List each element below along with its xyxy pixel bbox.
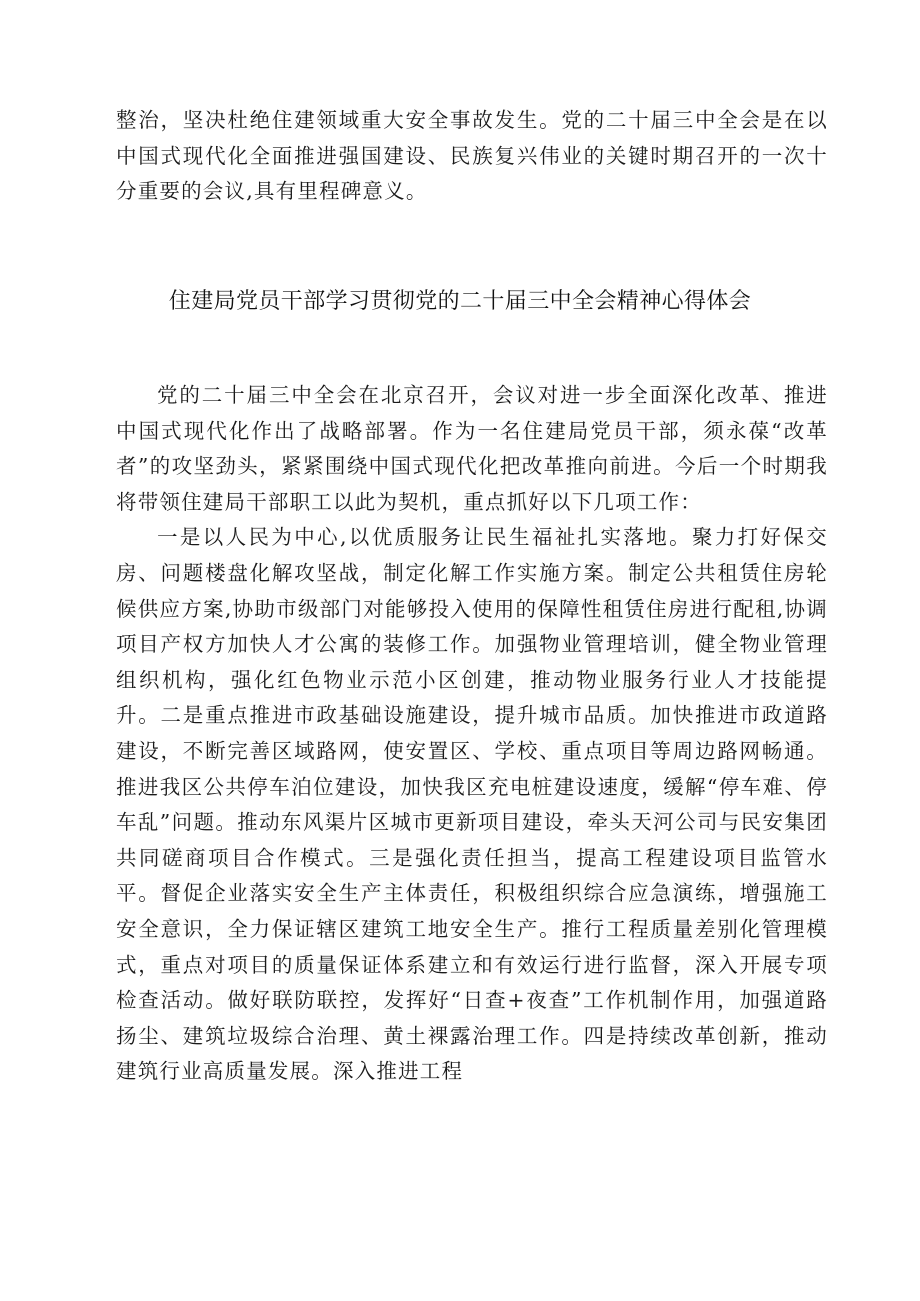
article-title: 住建局党员干部学习贯彻党的二十届三中全会精神心得体会	[168, 289, 752, 314]
body-paragraph-1: 党的二十届三中全会在北京召开，会议对进一步全面深化改革、推进中国式现代化作出了战略部署。作为一名住建局党员干部，须永葆“改革者”的攻坚劲头，紧紧围绕中国式现代化把改革推向前进。今后一个时期我将带领住建局干部职工以此为契机，重点抓好以下几项工作：	[116, 383, 828, 514]
article-body	[116, 378, 828, 1090]
intro-paragraph: 整治，坚决杜绝住建领域重大安全事故发生。党的二十届三中全会是在以中国式现代化全面推进强国建设、民族复兴伟业的关键时期召开的一次十分重要的会议,具有里程碑意义。	[116, 108, 828, 204]
body-paragraph-2: 一是以人民为中心,以优质服务让民生福祉扎实落地。聚力打好保交房、问题楼盘化解攻坚战，制定化解工作实施方案。制定公共租赁住房轮候供应方案,协助市级部门对能够投入使用的保障性租赁住房进行配租,协调项目产权方加快人才公寓的装修工作。加强物业管理培训，健全物业管理组织机构，强化红色物业示范小区创建，推动物业服务行业人才技能提升。二是重点推进市政基础设施建设，提升城市品质。加快推进市政道路建设，不断完善区域路网，使安置区、学校、重点项目等周边路网畅通。推进我区公共停车泊位建设，加快我区充电桩建设速度，缓解“停车难、停车乱”问题。推动东风渠片区城市更新项目建设，牵头天河公司与民安集团共同磋商项目合作模式。三是强化责任担当，提高工程建设项目监管水平。督促企业落实安全生产主体责任，积极组织综合应急演练，增强施工安全意识，全力保证辖区建筑工地安全生产。推行工程质量差别化管理模式，重点对项目的质量保证体系建立和有效运行进行监督，深入开展专项检查活动。做好联防联控，发挥好“日查+夜查”工作机制作用，加强道路扬尘、建筑垃圾综合治理、黄土裸露治理工作。四是持续改革创新，推动建筑行业高质量发展。深入推进工程	[116, 525, 828, 1084]
